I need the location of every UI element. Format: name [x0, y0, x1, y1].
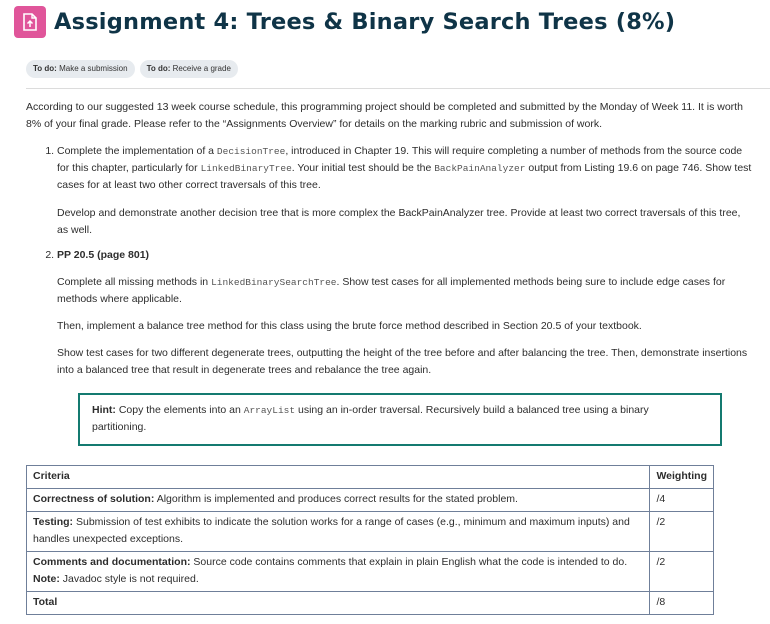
rubric-table — [26, 465, 714, 615]
hint-box: Hint: Copy the elements into an ArrayList using an in-order traversal. Recursively build a balanced tree using a binary partitioning. — [78, 393, 722, 446]
code-decision-tree: DecisionTree — [216, 146, 286, 157]
table-row — [27, 512, 714, 552]
code-back-pain-analyzer: BackPainAnalyzer — [434, 163, 526, 174]
code-linked-binary-tree: LinkedBinaryTree — [200, 163, 292, 174]
table-total-row — [27, 592, 714, 615]
task-2-paragraph-2: Then, implement a balance tree method for this class using the brute force method described in Section 20.5 of your textbook. — [57, 320, 642, 332]
page-title: Assignment 4: Trees & Binary Search Trees (8%) — [54, 9, 676, 35]
weight-cell: /2 — [650, 552, 714, 592]
table-header-row — [27, 466, 714, 489]
task-2-paragraph-3: Show test cases for two different degenerate trees, outputting the height of the tree before and after balancing the tree. Then, demonstrate insertions into a balanced tree that result in degenerate trees and rebalance the tree again. — [57, 347, 748, 376]
total-label: Total — [27, 592, 650, 615]
divider — [26, 88, 770, 89]
todo-badge-grade[interactable]: To do: Receive a grade — [140, 60, 238, 78]
page-header — [14, 6, 675, 38]
task-2-heading: 2. PP 20.5 (page 801) — [57, 249, 150, 261]
criteria-cell: Correctness of solution: Algorithm is implemented and produces correct results for the stated problem. — [27, 489, 650, 512]
criteria-header: Criteria — [27, 466, 650, 489]
task-2-paragraph-1: Complete all missing methods in LinkedBinarySearchTree. Show test cases for all implemented methods being sure to include edge cases for methods where applicable. — [57, 276, 726, 305]
todo-badge-submission[interactable]: To do: Make a submission — [26, 60, 135, 78]
task-list — [26, 143, 754, 379]
assignment-content — [26, 99, 754, 615]
code-linked-bst: LinkedBinarySearchTree — [211, 277, 337, 288]
criteria-cell: Comments and documentation: Source code contains comments that explain in plain English what the code is intended to do. Note: Javadoc style is not required. — [27, 552, 650, 592]
total-weight: /8 — [650, 592, 714, 615]
hint-label: Hint: — [92, 404, 116, 416]
assignment-icon — [14, 6, 46, 38]
task-1-paragraph-2: Develop and demonstrate another decision tree that is more complex the BackPainAnalyzer tree. Provide at least two correct traversals of this tree, as well. — [57, 207, 741, 236]
criteria-cell: Testing: Submission of test exhibits to indicate the solution works for a range of cases (e.g., minimum and maximum inputs) and handles unexpected exceptions. — [27, 512, 650, 552]
task-item-1 — [57, 143, 754, 239]
task-1-paragraph: 1. Complete the implementation of a DecisionTree, introduced in Chapter 19. This will require completing a number of methods from the source code for this chapter, particularly for LinkedBinaryTree. Your initial test should be the BackPainAnalyzer output from Listing 19.6 on page 746. Show test cases for at least two other correct traversals of this tree. — [57, 145, 752, 191]
intro-paragraph: According to our suggested 13 week course schedule, this programming project should be completed and submitted by the Monday of Week 11. It is worth 8% of your final grade. Please refer to the “Assignments Overview” for details on the marking rubric and submission of work. — [26, 101, 743, 130]
todo-badges — [26, 60, 238, 78]
weight-cell: /4 — [650, 489, 714, 512]
weighting-header: Weighting — [650, 466, 714, 489]
code-array-list: ArrayList — [243, 405, 296, 416]
weight-cell: /2 — [650, 512, 714, 552]
task-item-2 — [57, 247, 754, 379]
table-row — [27, 489, 714, 512]
table-row — [27, 552, 714, 592]
